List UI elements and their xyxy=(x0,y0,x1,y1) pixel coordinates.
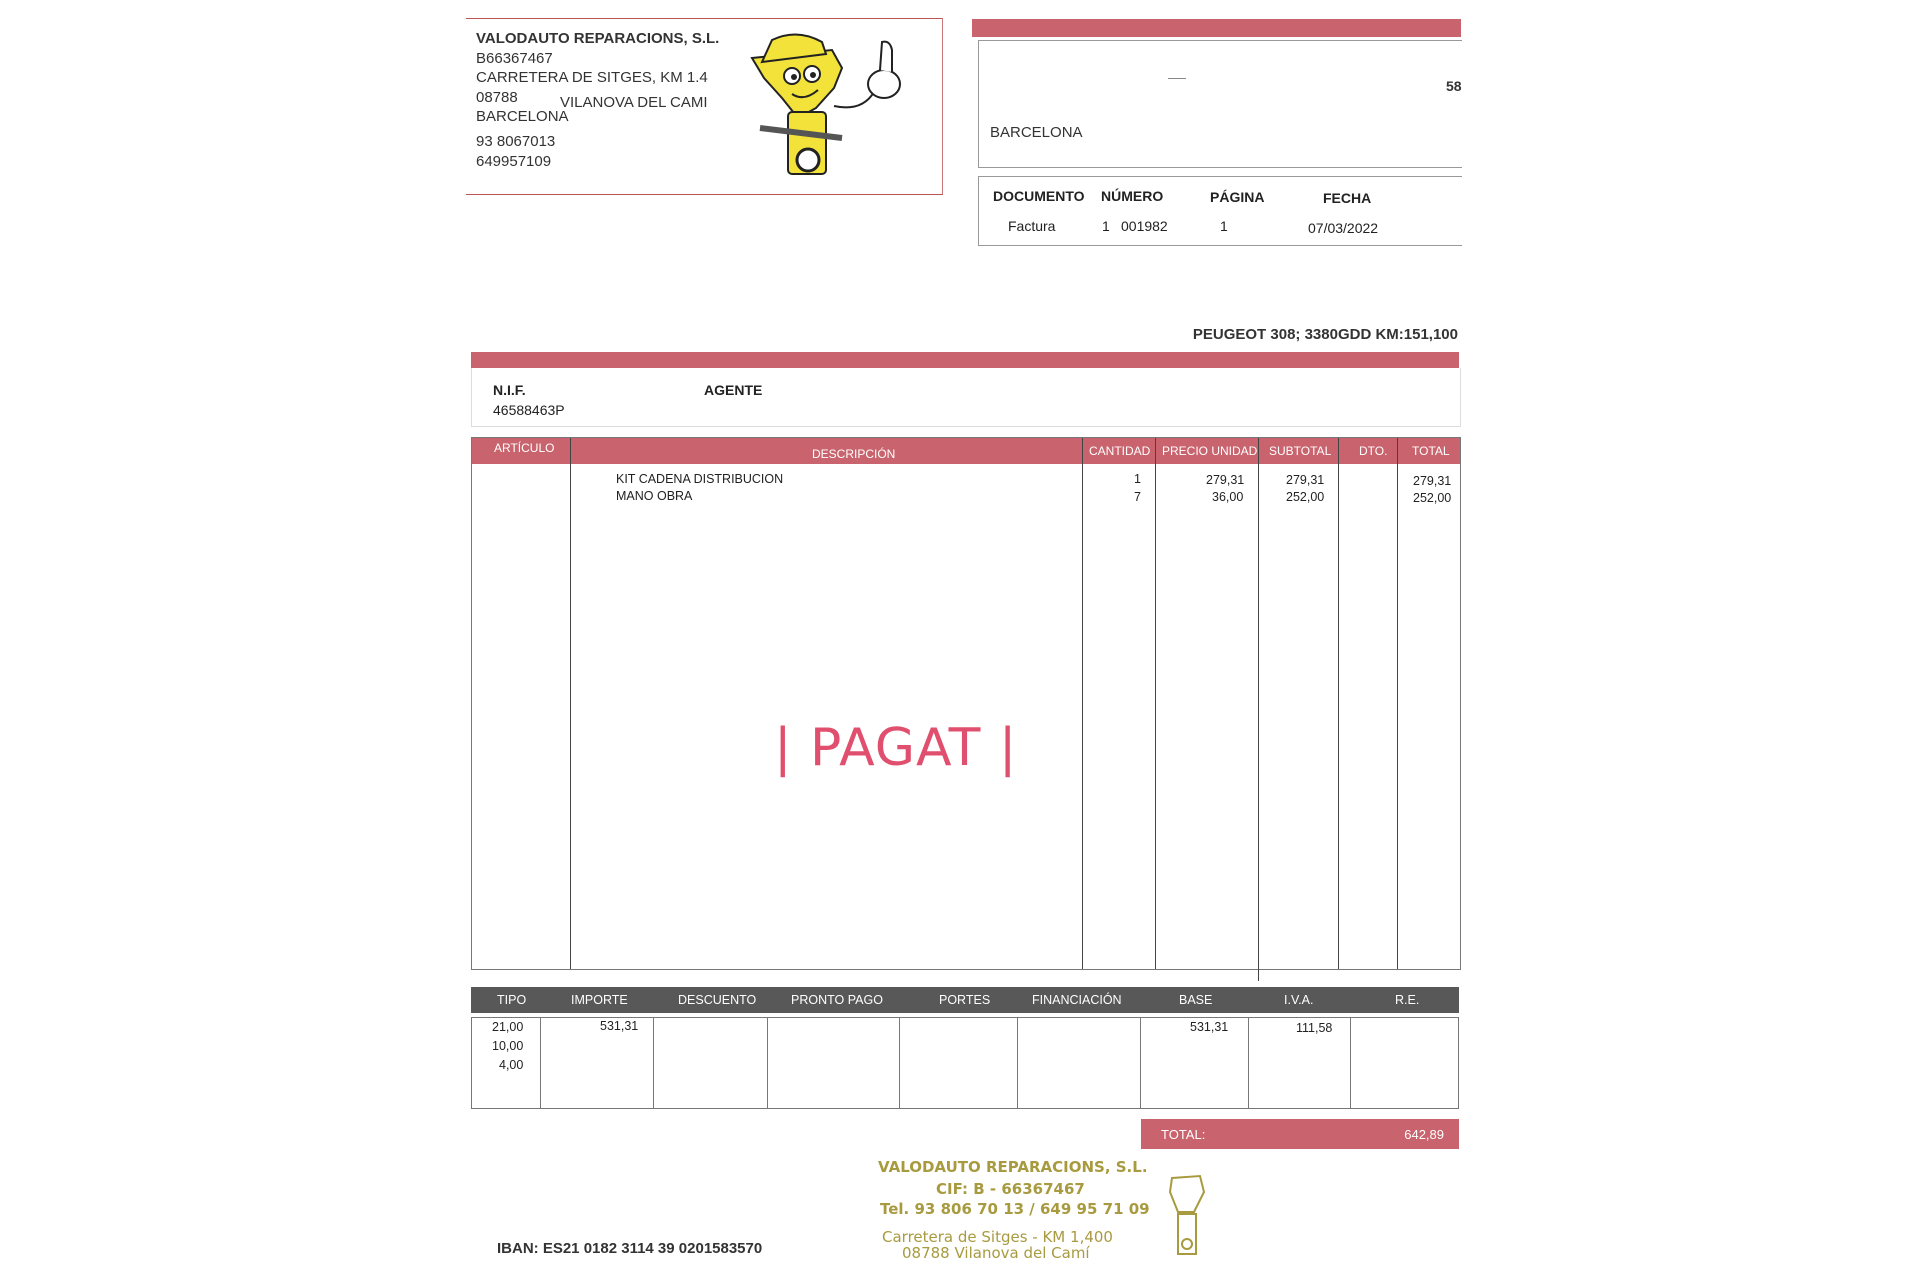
tax-header-pronto-pago: PRONTO PAGO xyxy=(791,993,883,1007)
nif-value: 46588463P xyxy=(493,402,565,418)
tax-rate: 10,00 xyxy=(492,1039,524,1053)
client-redacted-mark xyxy=(1168,78,1186,79)
items-table xyxy=(471,437,1461,970)
tax-column-divider xyxy=(1248,1018,1249,1108)
vehicle-info: PEUGEOT 308; 3380GDD KM:151,100 xyxy=(1192,326,1458,343)
company-province: BARCELONA xyxy=(476,108,569,125)
item-total: 252,00 xyxy=(1413,491,1452,505)
stamp-line-1: VALODAUTO REPARACIONS, S.L. xyxy=(878,1158,1148,1176)
tax-importe: 531,31 xyxy=(600,1019,639,1033)
header-description: DESCRIPCIÓN xyxy=(812,447,896,461)
company-address: CARRETERA DE SITGES, KM 1.4 xyxy=(476,69,708,86)
document-box xyxy=(978,176,1462,246)
client-box xyxy=(978,40,1462,168)
tax-column-divider xyxy=(1140,1018,1141,1108)
header-subtotal: SUBTOTAL xyxy=(1269,444,1332,458)
tax-iva: 111,58 xyxy=(1296,1021,1333,1035)
item-total: 279,31 xyxy=(1413,474,1452,488)
client-header-bar xyxy=(972,19,1461,37)
item-description: MANO OBRA xyxy=(616,489,693,503)
tax-header-importe: IMPORTE xyxy=(571,993,628,1007)
document-series: 1 xyxy=(1102,218,1110,234)
header-unit-price: PRECIO UNIDAD xyxy=(1162,444,1258,458)
stamp-mascot-icon xyxy=(1164,1172,1210,1260)
stamp-line-2: CIF: B - 66367467 xyxy=(936,1180,1085,1198)
tax-rate: 21,00 xyxy=(492,1020,524,1034)
document-header-page: PÁGINA xyxy=(1210,189,1265,205)
company-postal-code: 08788 xyxy=(476,89,518,106)
header-quantity: CANTIDAD xyxy=(1089,444,1151,458)
agent-label: AGENTE xyxy=(704,382,763,398)
tax-table xyxy=(471,987,1459,1107)
company-cif: B66367467 xyxy=(476,50,553,67)
tax-header-re: R.E. xyxy=(1395,993,1420,1007)
document-date: 07/03/2022 xyxy=(1308,220,1379,236)
column-divider xyxy=(1338,438,1339,969)
tax-rate: 4,00 xyxy=(499,1058,524,1072)
item-quantity: 1 xyxy=(1134,472,1141,486)
tax-header-tipo: TIPO xyxy=(497,993,527,1007)
header-total: TOTAL xyxy=(1412,444,1450,458)
tax-column-divider xyxy=(899,1018,900,1108)
document-header-date: FECHA xyxy=(1323,190,1372,206)
column-divider xyxy=(1082,438,1083,969)
column-divider xyxy=(570,438,571,969)
document-header-num: NÚMERO xyxy=(1101,188,1164,204)
tax-column-divider xyxy=(653,1018,654,1108)
stamp-line-3: Tel. 93 806 70 13 / 649 95 71 09 xyxy=(880,1200,1150,1218)
tax-header xyxy=(471,987,1459,1013)
item-subtotal: 252,00 xyxy=(1286,490,1325,504)
stamp-line-4: Carretera de Sitges - KM 1,400 xyxy=(882,1228,1113,1246)
mascot-logo xyxy=(742,28,934,190)
document-type: Factura xyxy=(1008,218,1056,234)
tax-column-divider xyxy=(1017,1018,1018,1108)
document-header-doc: DOCUMENTO xyxy=(993,188,1085,204)
column-divider xyxy=(1258,438,1259,981)
company-town: VILANOVA DEL CAMI xyxy=(560,94,708,111)
client-number: 58 xyxy=(1446,78,1462,94)
stamp-line-5: 08788 Vilanova del Camí xyxy=(902,1244,1090,1262)
company-phone-1: 93 8067013 xyxy=(476,133,556,150)
client-city: BARCELONA xyxy=(990,124,1083,141)
nif-label: N.I.F. xyxy=(493,382,526,398)
document-number: 001982 xyxy=(1121,218,1168,234)
total-label: TOTAL: xyxy=(1161,1127,1206,1142)
company-name: VALODAUTO REPARACIONS, S.L. xyxy=(476,30,720,47)
tax-header-descuento: DESCUENTO xyxy=(678,993,757,1007)
tax-column-divider xyxy=(1350,1018,1351,1108)
company-rubber-stamp xyxy=(870,1156,1210,1260)
document-page: 1 xyxy=(1220,218,1228,234)
header-discount: DTO. xyxy=(1359,444,1388,458)
tax-header-iva: I.V.A. xyxy=(1284,993,1314,1007)
item-description: KIT CADENA DISTRIBUCION xyxy=(616,472,784,486)
company-phone-2: 649957109 xyxy=(476,153,552,170)
tax-header-base: BASE xyxy=(1179,993,1213,1007)
total-bar xyxy=(1141,1119,1459,1149)
tax-header-financiacion: FINANCIACIÓN xyxy=(1032,993,1122,1007)
tax-base: 531,31 xyxy=(1190,1020,1229,1034)
item-unit-price: 279,31 xyxy=(1206,473,1245,487)
nif-box xyxy=(471,368,1461,427)
items-header xyxy=(472,438,1460,464)
nif-header-bar xyxy=(471,352,1459,368)
item-unit-price: 36,00 xyxy=(1212,490,1244,504)
item-quantity: 7 xyxy=(1134,490,1141,504)
paid-stamp: | PAGAT | xyxy=(774,718,1018,778)
tax-column-divider xyxy=(540,1018,541,1108)
column-divider xyxy=(1155,438,1156,969)
tax-body xyxy=(471,1017,1459,1109)
total-value: 642,89 xyxy=(1404,1127,1444,1142)
column-divider xyxy=(1397,438,1398,969)
item-subtotal: 279,31 xyxy=(1286,473,1325,487)
tax-column-divider xyxy=(767,1018,768,1108)
iban: IBAN: ES21 0182 3114 39 0201583570 xyxy=(497,1240,763,1257)
header-article: ARTÍCULO xyxy=(494,441,555,455)
tax-header-portes: PORTES xyxy=(939,993,991,1007)
